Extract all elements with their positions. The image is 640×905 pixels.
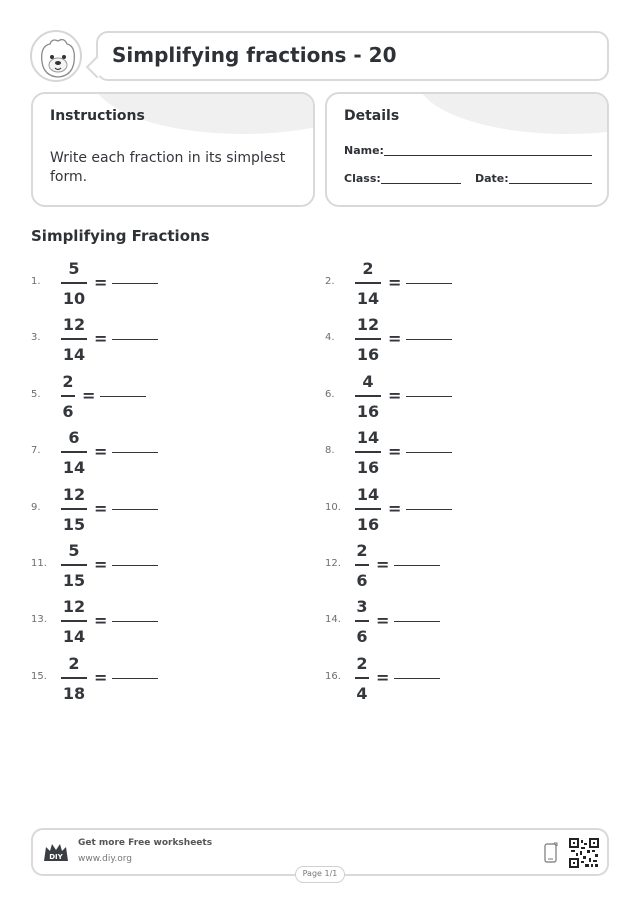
fraction-denominator: 18 xyxy=(62,684,86,703)
fraction-bar xyxy=(61,451,87,453)
question-number: 14. xyxy=(325,614,341,625)
fraction-denominator: 16 xyxy=(356,458,380,477)
fraction xyxy=(355,372,381,421)
fraction xyxy=(355,428,381,477)
fraction-bar xyxy=(355,677,369,679)
question-number: 16. xyxy=(325,671,341,682)
fraction xyxy=(355,541,369,590)
question-item xyxy=(31,428,181,478)
date-label: Date: xyxy=(475,172,509,185)
fraction-bar xyxy=(355,282,381,284)
date-field[interactable] xyxy=(509,183,592,184)
fraction xyxy=(61,541,87,590)
question-number: 12. xyxy=(325,558,341,569)
fraction-numerator: 12 xyxy=(356,315,380,334)
section-title: Simplifying Fractions xyxy=(31,227,210,245)
equals-sign: = xyxy=(388,499,402,518)
answer-line[interactable] xyxy=(406,396,452,397)
fraction-bar xyxy=(61,564,87,566)
fraction xyxy=(61,597,87,646)
fraction-numerator: 3 xyxy=(356,597,368,616)
fraction-denominator: 16 xyxy=(356,402,380,421)
question-item xyxy=(325,654,475,704)
name-field[interactable] xyxy=(384,155,592,156)
fraction-bar xyxy=(61,620,87,622)
answer-line[interactable] xyxy=(406,452,452,453)
question-number: 13. xyxy=(31,614,47,625)
answer-line[interactable] xyxy=(394,678,440,679)
question-item xyxy=(31,485,181,535)
equals-sign: = xyxy=(94,273,108,292)
question-number: 1. xyxy=(31,276,41,287)
fraction-bar xyxy=(355,564,369,566)
answer-line[interactable] xyxy=(112,339,158,340)
page-title: Simplifying fractions - 20 xyxy=(112,43,397,67)
name-label: Name: xyxy=(344,144,384,157)
fraction-numerator: 12 xyxy=(62,597,86,616)
fraction xyxy=(61,485,87,534)
fraction-bar xyxy=(355,395,381,397)
fraction-numerator: 12 xyxy=(62,315,86,334)
fraction-denominator: 6 xyxy=(356,571,368,590)
fraction-denominator: 16 xyxy=(356,515,380,534)
diy-logo-icon xyxy=(42,841,70,865)
fraction xyxy=(61,654,87,703)
fraction xyxy=(355,597,369,646)
fraction-bar xyxy=(61,677,87,679)
equals-sign: = xyxy=(94,329,108,348)
fraction-numerator: 5 xyxy=(68,541,80,560)
question-item xyxy=(325,259,475,309)
equals-sign: = xyxy=(94,442,108,461)
fraction-bar xyxy=(355,338,381,340)
fraction-denominator: 14 xyxy=(356,289,380,308)
question-item xyxy=(31,372,181,422)
answer-line[interactable] xyxy=(100,396,146,397)
fraction-numerator: 2 xyxy=(68,654,80,673)
fraction-numerator: 2 xyxy=(362,259,374,278)
question-number: 8. xyxy=(325,445,335,456)
fraction-bar xyxy=(61,282,87,284)
instructions-text: Write each fraction in its simplest form. xyxy=(50,150,286,185)
fraction xyxy=(355,259,381,308)
question-number: 11. xyxy=(31,558,47,569)
question-number: 15. xyxy=(31,671,47,682)
answer-line[interactable] xyxy=(406,509,452,510)
page-indicator: Page 1/1 xyxy=(295,866,345,883)
question-number: 2. xyxy=(325,276,335,287)
fraction-denominator: 16 xyxy=(356,345,380,364)
question-item xyxy=(325,541,475,591)
answer-line[interactable] xyxy=(112,452,158,453)
fraction-numerator: 2 xyxy=(356,541,368,560)
footer-promo-text: Get more Free worksheets xyxy=(78,838,213,848)
fraction-bar xyxy=(355,451,381,453)
equals-sign: = xyxy=(388,442,402,461)
instructions-heading: Instructions xyxy=(50,108,145,124)
fraction-bar xyxy=(61,338,87,340)
details-panel xyxy=(325,92,609,207)
fraction xyxy=(355,654,369,703)
question-item xyxy=(325,597,475,647)
question-number: 9. xyxy=(31,502,41,513)
svg-text:DIY: DIY xyxy=(49,853,63,861)
fraction-bar xyxy=(61,508,87,510)
fraction-numerator: 14 xyxy=(356,428,380,447)
equals-sign: = xyxy=(376,555,390,574)
question-item xyxy=(31,259,181,309)
equals-sign: = xyxy=(388,273,402,292)
details-heading: Details xyxy=(344,108,400,124)
fraction xyxy=(61,259,87,308)
fraction-numerator: 6 xyxy=(68,428,80,447)
equals-sign: = xyxy=(94,611,108,630)
answer-line[interactable] xyxy=(112,509,158,510)
question-item xyxy=(31,654,181,704)
fraction-denominator: 10 xyxy=(62,289,86,308)
class-field[interactable] xyxy=(381,183,461,184)
answer-line[interactable] xyxy=(112,678,158,679)
answer-line[interactable] xyxy=(406,339,452,340)
fraction-denominator: 15 xyxy=(62,515,86,534)
answer-line[interactable] xyxy=(112,621,158,622)
equals-sign: = xyxy=(82,386,96,405)
question-number: 4. xyxy=(325,332,335,343)
mascot-avatar-icon xyxy=(30,30,82,82)
question-item xyxy=(31,597,181,647)
fraction-numerator: 14 xyxy=(356,485,380,504)
class-label: Class: xyxy=(344,172,381,185)
fraction-denominator: 14 xyxy=(62,458,86,477)
equals-sign: = xyxy=(388,386,402,405)
fraction xyxy=(355,315,381,364)
fraction-bar xyxy=(355,508,381,510)
fraction-denominator: 14 xyxy=(62,345,86,364)
question-item xyxy=(325,428,475,478)
question-item xyxy=(325,315,475,365)
question-item xyxy=(325,372,475,422)
question-item xyxy=(31,315,181,365)
fraction-bar xyxy=(61,395,75,397)
fraction-denominator: 14 xyxy=(62,627,86,646)
fraction-numerator: 2 xyxy=(62,372,74,391)
answer-line[interactable] xyxy=(394,565,440,566)
equals-sign: = xyxy=(376,611,390,630)
answer-line[interactable] xyxy=(394,621,440,622)
fraction xyxy=(61,315,87,364)
instructions-panel xyxy=(31,92,315,207)
equals-sign: = xyxy=(94,668,108,687)
answer-line[interactable] xyxy=(112,565,158,566)
equals-sign: = xyxy=(94,499,108,518)
phone-icon xyxy=(544,842,558,864)
equals-sign: = xyxy=(94,555,108,574)
fraction-numerator: 4 xyxy=(362,372,374,391)
fraction-denominator: 4 xyxy=(356,684,368,703)
fraction-denominator: 15 xyxy=(62,571,86,590)
footer-url[interactable]: www.diy.org xyxy=(78,854,132,864)
title-bubble xyxy=(96,31,609,81)
question-number: 3. xyxy=(31,332,41,343)
question-item xyxy=(325,485,475,535)
equals-sign: = xyxy=(388,329,402,348)
qr-code-icon[interactable] xyxy=(569,838,599,868)
fraction xyxy=(61,372,75,421)
fraction-numerator: 5 xyxy=(68,259,80,278)
question-number: 7. xyxy=(31,445,41,456)
equals-sign: = xyxy=(376,668,390,687)
answer-line[interactable] xyxy=(406,283,452,284)
question-number: 10. xyxy=(325,502,341,513)
fraction-denominator: 6 xyxy=(62,402,74,421)
fraction-numerator: 2 xyxy=(356,654,368,673)
fraction-numerator: 12 xyxy=(62,485,86,504)
fraction-bar xyxy=(355,620,369,622)
fraction xyxy=(61,428,87,477)
question-number: 5. xyxy=(31,389,41,400)
question-number: 6. xyxy=(325,389,335,400)
answer-line[interactable] xyxy=(112,283,158,284)
question-item xyxy=(31,541,181,591)
fraction xyxy=(355,485,381,534)
fraction-denominator: 6 xyxy=(356,627,368,646)
